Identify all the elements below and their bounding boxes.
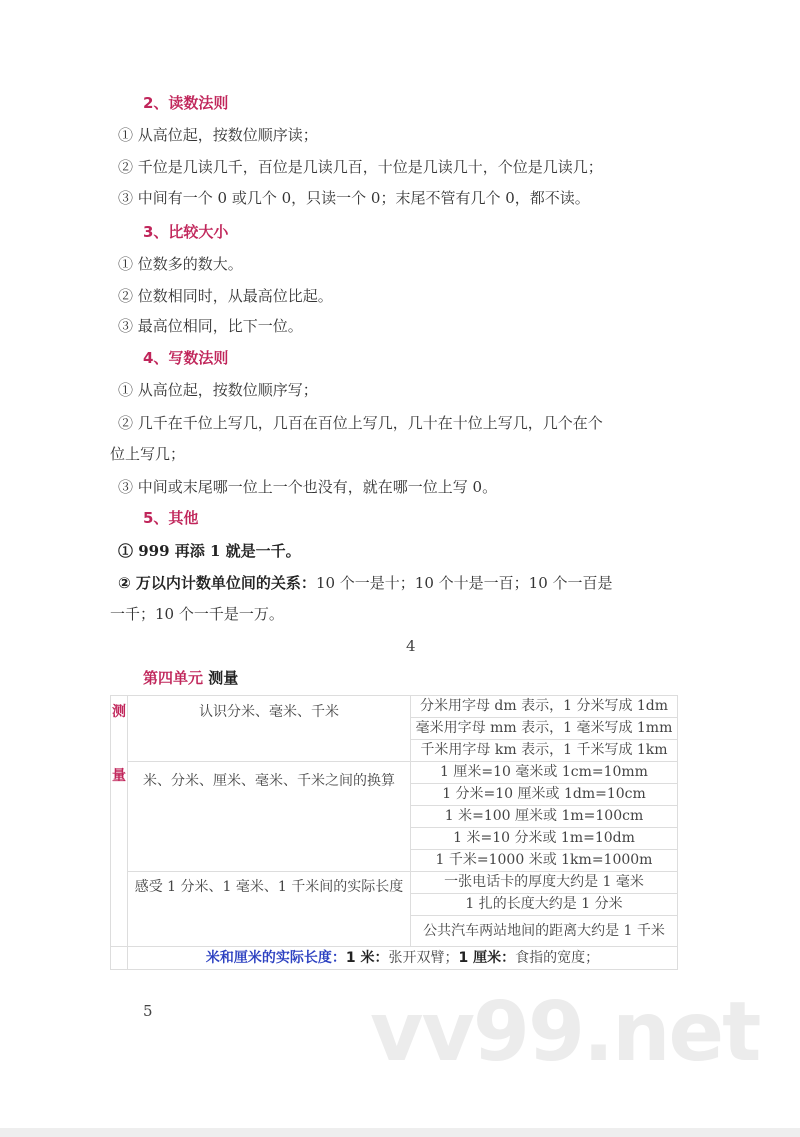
text-line: ③ 中间或末尾哪一位上一个也没有，就在哪一位上写 0。 — [118, 478, 498, 496]
text-line: ① 从高位起，按数位顺序读； — [118, 126, 318, 144]
item-cell: 1 分米=10 厘米或 1dm=10cm — [411, 784, 678, 806]
measurement-table — [110, 695, 678, 970]
relation-label: ② 万以内计数单位间的关系： — [118, 574, 316, 592]
text-line: ① 从高位起，按数位顺序写； — [118, 381, 318, 399]
heading-other: 5、其他 — [143, 509, 199, 527]
item-cell: 1 扎的长度大约是 1 分米 — [411, 894, 678, 916]
relation-text: 10 个一是十；10 个十是一百；10 个一百是 — [315, 574, 613, 592]
topic-cell: 米、分米、厘米、毫米、千米之间的换算 — [128, 762, 411, 872]
item-cell: 1 厘米=10 毫米或 1cm=10mm — [411, 762, 678, 784]
text-line: ② 位数相同时，从最高位比起。 — [118, 287, 333, 305]
relation-line — [118, 573, 613, 593]
item-cell: 1 米=100 厘米或 1m=100cm — [411, 806, 678, 828]
text-line: ② 几千在千位上写几，几百在百位上写几，几十在十位上写几，几个在个 — [118, 414, 603, 432]
item-cell: 一张电话卡的厚度大约是 1 毫米 — [411, 872, 678, 894]
table-footer: 米和厘米的实际长度：1 米：张开双臂；1 厘米：食指的宽度； — [128, 947, 678, 970]
heading-reading-rules: 2、读数法则 — [143, 94, 229, 112]
text-line: ② 千位是几读几千，百位是几读几百，十位是几读几十，个位是几读几； — [118, 158, 603, 176]
text-line: 位上写几； — [110, 445, 186, 463]
text-line: 一千；10 个一千是一万。 — [110, 605, 284, 623]
item-cell: 毫米用字母 mm 表示，1 毫米写成 1mm — [411, 718, 678, 740]
unit-number: 第四单元 — [143, 669, 204, 687]
page-number: 4 — [406, 637, 416, 655]
watermark: vv99.net — [370, 985, 760, 1080]
side-label: 测 量 — [111, 696, 128, 947]
text-line: ① 999 再添 1 就是一千。 — [118, 542, 301, 560]
item-cell: 千米用字母 km 表示，1 千米写成 1km — [411, 740, 678, 762]
item-cell: 1 米=10 分米或 1m=10dm — [411, 828, 678, 850]
item-cell: 分米用字母 dm 表示，1 分米写成 1dm — [411, 696, 678, 718]
item-cell: 1 千米=1000 米或 1km=1000m — [411, 850, 678, 872]
text-line: ③ 最高位相同，比下一位。 — [118, 317, 303, 335]
unit-title — [143, 668, 238, 688]
unit-subtitle: 测量 — [208, 669, 239, 687]
heading-writing-rules: 4、写数法则 — [143, 349, 229, 367]
item-cell: 公共汽车两站地间的距离大约是 1 千米 — [411, 916, 678, 947]
heading-compare: 3、比较大小 — [143, 223, 229, 241]
page-edge — [0, 1128, 800, 1137]
text-line: ③ 中间有一个 0 或几个 0，只读一个 0；末尾不管有几个 0，都不读。 — [118, 189, 590, 207]
topic-cell: 感受 1 分米、1 毫米、1 千米间的实际长度 — [128, 872, 411, 947]
text-line: ① 位数多的数大。 — [118, 255, 243, 273]
topic-cell: 认识分米、毫米、千米 — [128, 696, 411, 762]
page-number: 5 — [143, 1002, 153, 1020]
